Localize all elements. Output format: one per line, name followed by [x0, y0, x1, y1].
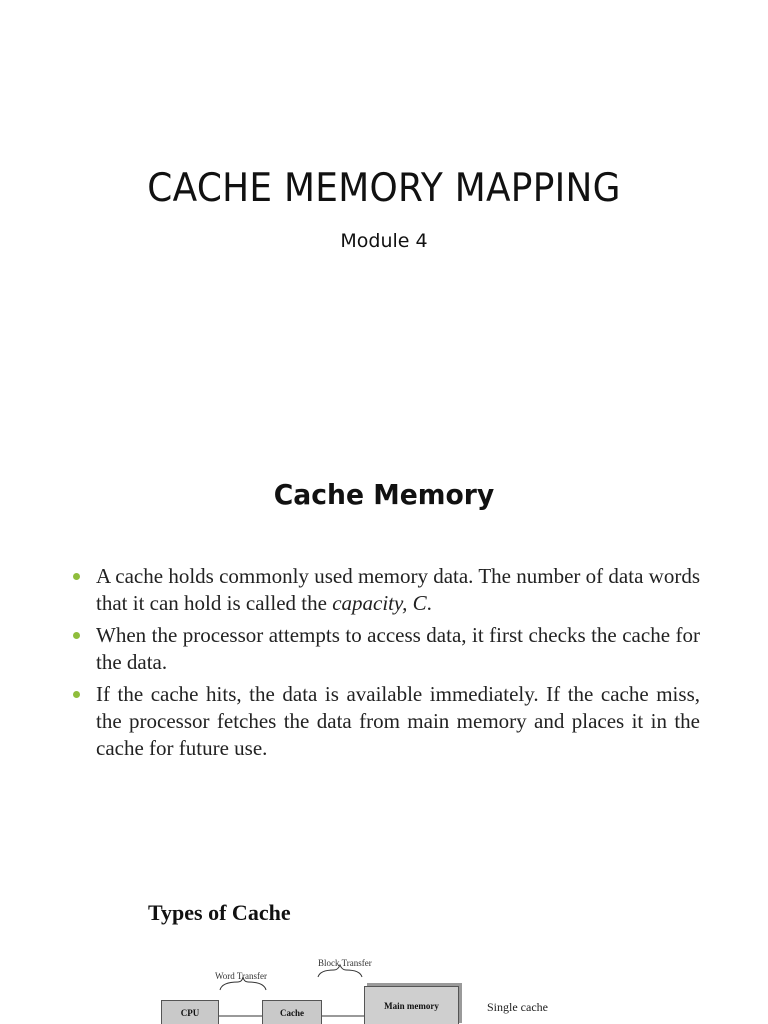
word-transfer-label: Word Transfer	[215, 971, 268, 981]
bullet-emphasis: capacity, C	[332, 591, 427, 615]
bullet-dot-icon	[73, 573, 80, 580]
cache-box: Cache	[262, 1000, 322, 1024]
bullet-text: When the processor attempts to access data, it first checks the cache for the data.	[96, 623, 700, 674]
cpu-box: CPU	[161, 1000, 219, 1024]
bullet-text: If the cache hits, the data is available immediately. If the cache miss, the processor fetches the data from main memory and places it in the cache for future use.	[96, 682, 700, 760]
bullet-dot-icon	[73, 691, 80, 698]
section-title: Cache Memory	[273, 478, 495, 511]
bullet-item	[70, 622, 700, 676]
slide-title: CACHE MEMORY MAPPING	[147, 166, 621, 211]
bullet-dot-icon	[73, 632, 80, 639]
block-transfer-label: Block Transfer	[318, 958, 372, 968]
single-cache-caption: Single cache	[487, 1000, 548, 1014]
bullet-text: A cache holds commonly used memory data. The number of data words that it can hold is called the	[96, 564, 700, 615]
types-title: Types of Cache	[148, 900, 291, 925]
bullet-item	[70, 681, 700, 762]
main-memory-box: Main memory	[364, 986, 459, 1024]
bullet-list	[70, 563, 700, 767]
bullet-item	[70, 563, 700, 617]
bullet-text-end: .	[426, 591, 432, 615]
slide-subtitle: Module 4	[340, 230, 428, 252]
title-slide	[0, 0, 768, 420]
